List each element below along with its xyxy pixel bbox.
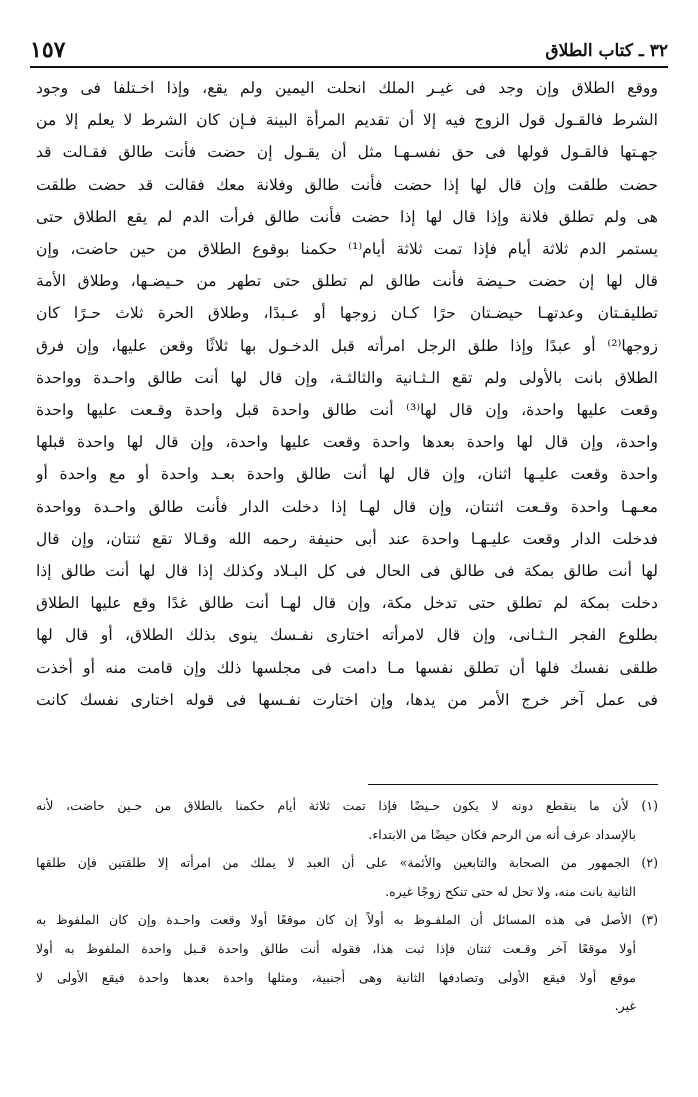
text-line: جهـتها فالقـول قولها فى حق نفسـهـا مثل أن يقـول إن حضت فأنت طالق فقـالت قد	[36, 143, 658, 162]
text-line: يستمر الدم ثلاثة أيام فإذا تمت ثلاثة أيام⁽¹⁾ حكمنا بوقوع الطلاق من حين حاضت، وإن	[36, 240, 658, 259]
footnote-line: (١) لأن ما ينقطع دونه لا يكون حـيضًا فإذا تمت ثلاثة أيام حكمنا بالطلاق من حـين حاضت، لأنه	[36, 798, 658, 813]
footnote-line: أولا موقعًا آخر وقـعت ثنتان فإذا ثبت هذا، فقوله أنت طالق واحدة قـبل واحدة الملفوظ به أولا	[36, 940, 636, 956]
text-line: وقعت عليها واحدة، وإن قال لها⁽³⁾ أنت طالق واحدة قبل واحدة وقـعت عليها واحدة	[36, 401, 658, 420]
text-line: حضت طلقت وإن قال لها إذا حضت فأنت طالق وفلانة معك فقالت قد حضت طلقت	[36, 175, 658, 194]
footnote-line: بالإسداد عرف أنه من الرحم فكان حيضًا من الابتداء.	[368, 826, 636, 842]
text-line: دخلت بمكة لم تطلق حتى تدخل مكة، وإن قال لهـا أنت طالق غدًا وقع عليها الطلاق	[36, 594, 658, 613]
main-text	[36, 72, 658, 716]
footnote-separator	[368, 784, 658, 785]
text-line: الشرط فالقـول قول الزوج فيه إلا أن تقديم المرأة البينة فـإن كان الشرط لا يعلم إلا من	[36, 111, 658, 130]
footnote-line: (٣) الأصل فى هذه المسائل أن الملفـوظ به أولاً إن كان موقعًا أولا وقعت واحـدة وإن كان الملفوظ به	[36, 912, 658, 928]
text-line: واحدة، وإن قال لها واحدة بعدها واحدة وقعت عليها واحدة، وإن قال لها واحدة قبلها	[36, 433, 658, 452]
text-line: ووقع الطلاق وإن وجد فى غيـر الملك انحلت اليمين ولم يقع، وإذا اخـتلفا فى وجود	[36, 79, 658, 97]
text-line: فدخلت الدار وقعت عليـهـا واحدة عند أبى حنيفة رحمه الله وقـالا تقع ثنتان، وإن قال	[36, 529, 658, 548]
text-line: طلقى نفسك فلها أن تطلق نفسها مـا دامت فى مجلسها ذلك وإن قامت منه أو أخذت	[36, 658, 658, 677]
text-line: زوجها⁽²⁾ أو عبدًا وإذا طلق الرجل امرأته قبل الدخـول بها ثلاثًا وقعن عليها، وإن فرق	[36, 336, 658, 355]
footnote-1	[36, 792, 658, 849]
page-number: ١٥٧	[30, 37, 66, 63]
footnote-line: الثانية بانت منه، ولا تحل له حتى تنكح زوجًا غيره.	[385, 883, 636, 899]
text-line: بطلوع الفجر الـثـانى، وإن قال لامرأته اختارى نفـسك ينوى بذلك الطلاق، أو قال لها	[36, 626, 658, 645]
text-line: واحدة وقعت عليـها اثنان، وإن قال لها أنت طالق واحدة بعـد واحدة أو مع واحدة أو	[36, 465, 658, 484]
text-line: فى عمل آخر خرج الأمر من يدها، وإن اختارت نفـسها فى قوله اختارى نفسك كانت	[36, 690, 658, 709]
footnote-2	[36, 849, 658, 906]
footnote-line: (٢) الجمهور من الصحابة والتابعين والأئمة» على أن العبد لا يملك من امرأته إلا طلقتين فإن طلقها	[36, 855, 658, 871]
text-line: قال لها إن حضت حـيضة فأنت طالق لم تطلق حتى تطهر من حـيضـها، وطلاق الأمة	[36, 272, 658, 291]
footnotes	[36, 792, 658, 1021]
text-line: لها أنت طالق بمكة فى طالق فى الحال فى كل البـلاد وكذلك إذا قال لها أنت طالق إذا	[36, 562, 658, 581]
text-line: تطليقـتان وعدتهـا حيضـتان حرًا كـان زوجها أو عـبدًا، وطلاق الحرة ثلاث حـرًا كان	[36, 304, 658, 323]
text-line: هى ولم تطلق فلانة وإذا قال لها إذا حضت فأنت طالق فرأت الدم لم يقع الطلاق حتى	[36, 207, 658, 226]
text-line: معـهـا واحدة وقـعت اثنتان، وإن قال لهـا إذا دخلت الدار فأنت طالق واحـدة وواحدة	[36, 497, 658, 516]
footnote-line: غير.	[614, 998, 636, 1014]
running-title: ٣٢ ـ كتاب الطلاق	[545, 41, 668, 61]
footnote-3	[36, 906, 658, 1020]
page-header	[30, 26, 668, 68]
footnote-line: موقع أولا فيقع الأولى وتصادفها الثانية وهى أجنبية، ومثلها واحدة بعدها واحدة فيقع الأولى لا	[36, 969, 636, 985]
text-line: الطلاق بانت بالأولى ولم تقع الـثـانية والثالثـة، وإن قال لها أنت طالق واحـدة وواحدة	[36, 368, 658, 387]
